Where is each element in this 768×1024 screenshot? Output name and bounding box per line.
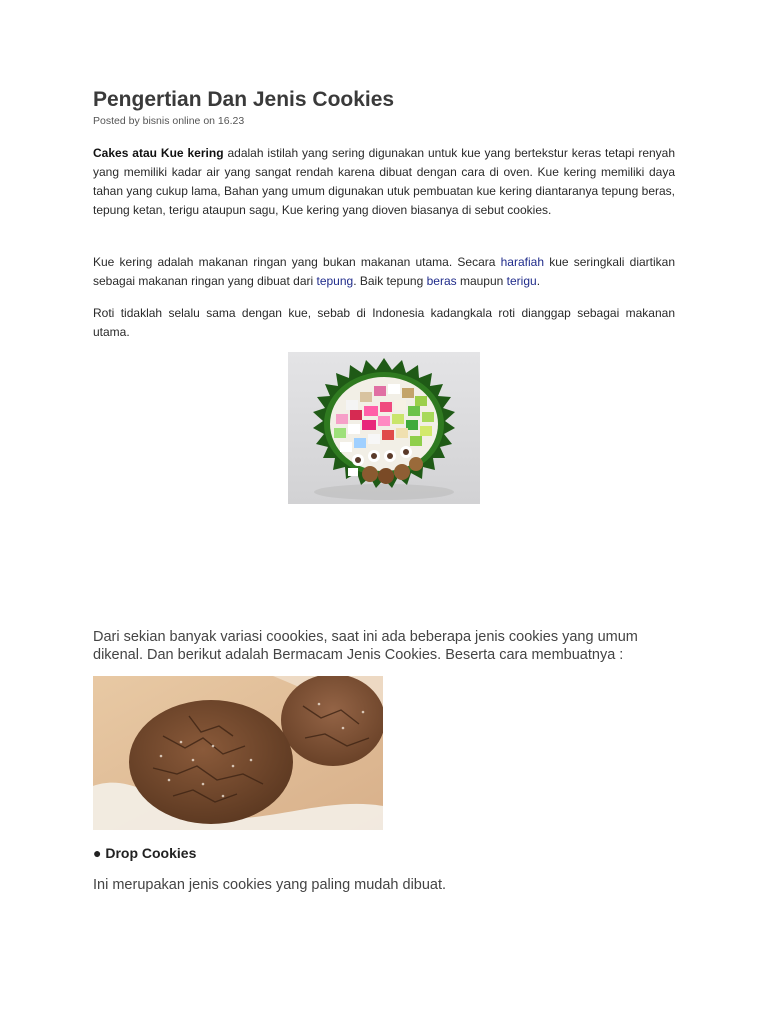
link-terigu[interactable]: terigu [506,274,537,288]
paragraph-3: Roti tidaklah selalu sama dengan kue, sebab di Indonesia kadangkala roti dianggap sebagai makanan utama. [93,306,675,339]
paragraph-2-text: Kue kering adalah makanan ringan yang bukan makanan utama. Secara [93,255,501,269]
link-beras[interactable]: beras [426,274,457,288]
link-tepung[interactable]: tepung [316,274,354,288]
paragraph-2-text: . Baik tepung [353,274,427,288]
lead-paragraph: Dari sekian banyak variasi coookies, saat ini ada beberapa jenis cookies yang umum dikenal. Dan berikut adalah Bermacam Jenis Cookies. Beserta cara membuatnya : [93,629,638,663]
drop-cookies-text: Ini merupakan jenis cookies yang paling mudah dibuat. [93,877,447,893]
kue-tray-image[interactable] [288,352,480,504]
drop-cookies-heading: ● Drop Cookies [93,845,197,861]
paragraph-2-text: kue seringkali diartikan sebagai makanan ringan yang dibuat dari [93,255,676,288]
drop-cookies-image[interactable] [93,676,383,830]
post-title[interactable]: Pengertian Dan Jenis Cookies [93,88,395,111]
paragraph-2-text: . [536,274,541,288]
paragraph-1-bold: Cakes atau Kue kering [93,146,224,160]
paragraph-1-text: adalah istilah yang sering digunakan untuk kue yang bertekstur keras tetapi renyah yang memiliki kadar air yang sangat rendah karena dibuat dengan cara di oven. Kue kering memiliki daya tahan yang cukup lama, Bahan yang umum digunakan utuk pembuatan kue kering diantaranya tepung beras, tepung ketan, terigu ataupun sagu, Kue kering yang dioven biasanya di sebut cookies. [93,146,676,217]
post-byline: Posted by bisnis online on 16.23 [93,115,245,127]
paragraph-2 [93,253,675,291]
paragraph-2-text: maupun [456,274,507,288]
paragraph-1 [93,144,675,220]
link-harafiah[interactable]: harafiah [500,255,544,269]
